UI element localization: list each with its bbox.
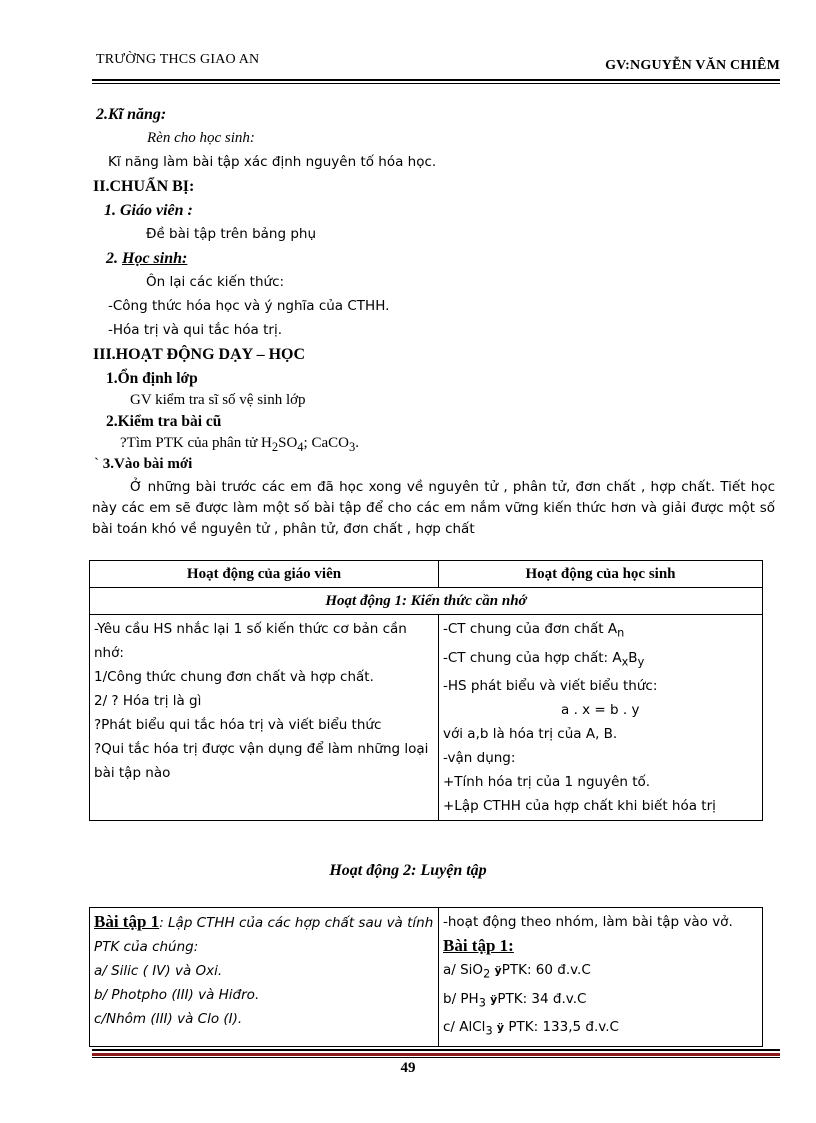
answer-heading: Bài tập 1: (443, 936, 514, 955)
s-line2: -CT chung của hợp chất: A (443, 649, 622, 666)
school-name: TRƯỜNG THCS GIAO AN (96, 52, 260, 67)
section3-heading: 3.Vào bài mới (102, 456, 193, 472)
s2-d: . (355, 435, 359, 451)
prep-student-intro: Ôn lại các kiến thức: (146, 274, 285, 290)
prep-student-item-2: -Hóa trị và qui tắc hóa trị. (108, 322, 282, 338)
section2-text (120, 435, 359, 455)
activity1-row (90, 588, 763, 615)
teacher-activities (90, 615, 439, 821)
exercise-label: Bài tập 1 (94, 912, 160, 931)
s2-sub3: 3 (348, 440, 356, 454)
header-rule-thin (92, 83, 780, 84)
exercise-item: b/ Photpho (III) và Hiđro. (94, 987, 260, 1003)
prep-teacher-text: Đề bài tập trên bảng phụ (146, 226, 317, 242)
prep-heading: II.CHUẨN BỊ: (93, 178, 195, 195)
section1-text: GV kiểm tra sĩ số vệ sinh lớp (130, 392, 306, 408)
skills-heading: 2.Kĩ năng: (96, 106, 167, 123)
activity-table (89, 560, 763, 821)
footer-rule (92, 1049, 780, 1051)
col-student-header: Hoạt động của học sinh (439, 561, 763, 588)
student-line: +Tính hóa trị của 1 nguyên tố. (443, 774, 651, 791)
exercise-prompt (90, 908, 439, 1047)
student-line: a . x = b . y (561, 702, 640, 719)
exercise-answers (439, 908, 763, 1047)
activity1-title: Hoạt động 1: Kiến thức cần nhớ (90, 588, 763, 615)
prep-teacher-heading: 1. Giáo viên : (104, 202, 193, 219)
exercise-table (89, 907, 763, 1047)
prep-student-num: 2. (106, 250, 118, 267)
answer-line (443, 987, 758, 1016)
s2-a: ?Tìm PTK của phân tử H (120, 435, 272, 451)
ans-b-sub: 3 (478, 996, 486, 1010)
student-line (443, 646, 758, 675)
skills-intro: Rèn cho học sinh: (147, 130, 255, 146)
s-line2-sub2: y (637, 655, 645, 669)
activities-heading: III.HOẠT ĐỘNG DẠY – HỌC (93, 346, 306, 363)
exercise-title (94, 910, 434, 959)
exercise-item: c/Nhôm (III) và Clo (I). (94, 1011, 243, 1027)
s-line1-sub: n (617, 626, 625, 640)
teacher-line: ?Phát biểu qui tắc hóa trị và viết biểu thức (94, 717, 382, 733)
s2-sub2: 4 (297, 440, 304, 454)
page-number: 49 (400, 1060, 416, 1076)
teacher-line: -Yêu cầu HS nhắc lại 1 số kiến thức cơ bản cần nhớ: (94, 621, 407, 661)
arrow-icon: ÿ (494, 964, 502, 977)
exercise-item: a/ Silic ( IV) và Oxi. (94, 963, 223, 979)
s2-c: ; CaCO (303, 435, 349, 451)
answer-line (443, 958, 758, 987)
skills-text: Kĩ năng làm bài tập xác định nguyên tố hóa học. (108, 154, 437, 170)
ans-c1: c/ AlCl (443, 1019, 486, 1036)
col-teacher-header: Hoạt động của giáo viên (90, 561, 439, 588)
header-rule (92, 79, 780, 81)
activity2-title: Hoạt động 2: Luyện tập (329, 862, 487, 879)
answer-intro: -hoạt động theo nhóm, làm bài tập vào vở. (443, 914, 733, 930)
s-line2-sub1: x (621, 655, 629, 669)
ans-a-sub: 2 (483, 967, 491, 981)
table-header-row (90, 561, 763, 588)
section2-heading: 2.Kiểm tra bài cũ (106, 413, 222, 430)
ans-b1: b/ PH (443, 990, 479, 1007)
s-line1: -CT chung của đơn chất A (443, 621, 618, 637)
s-line2-mid: B (628, 649, 638, 666)
section1-heading: 1.Ổn định lớp (106, 370, 198, 387)
s2-sub1: 2 (271, 440, 279, 454)
table-row (90, 908, 763, 1047)
section3-heading-line (94, 456, 192, 473)
ans-a1: a/ SiO (443, 962, 484, 978)
student-line (443, 617, 758, 646)
teacher-line: 1/Công thức chung đơn chất và hợp chất. (94, 669, 374, 685)
arrow-icon: ÿ (496, 1021, 505, 1035)
section3-paragraph: Ở những bài trước các em đã học xong về nguyên tử , phân tử, đơn chất , hợp chất. Tiết học này các em sẽ được làm một số bài tập để cho các em nắm vững kiến thức hơn và giải được một số bài toán khó về nguyên tử , phân tử, đơn chất , hợp chất (92, 479, 775, 537)
teacher-line: 2/ ? Hóa trị là gì (94, 693, 202, 709)
ans-b2: PTK: 34 đ.v.C (497, 990, 587, 1007)
prep-student-item-1: -Công thức hóa học và ý nghĩa của CTHH. (108, 298, 390, 314)
s3-prefix: ` (94, 456, 103, 472)
answer-line (443, 1015, 758, 1044)
teacher-name: GV:NGUYỄN VĂN CHIÊM (605, 58, 780, 73)
student-line: -HS phát biểu và viết biểu thức: (443, 678, 658, 695)
prep-student-heading (106, 250, 187, 268)
exercise-text: : Lập CTHH của các hợp chất sau và tính PTK của chúng: (94, 915, 434, 955)
student-activities (439, 615, 763, 821)
teacher-line: ?Qui tắc hóa trị được vận dụng để làm những loại bài tập nào (94, 741, 429, 781)
arrow-icon: ÿ (490, 992, 498, 1006)
ans-c2: PTK: 133,5 đ.v.C (504, 1019, 619, 1036)
table-row (90, 615, 763, 821)
prep-student-label: Học sinh: (122, 250, 188, 267)
student-line: -vận dụng: (443, 750, 516, 767)
ans-c-sub: 3 (485, 1025, 493, 1039)
footer-rule-colored (92, 1053, 780, 1056)
ans-a2: PTK: 60 đ.v.C (501, 962, 591, 978)
student-line: +Lập CTHH của hợp chất khi biết hóa trị (443, 798, 716, 815)
student-line: với a,b là hóa trị của A, B. (443, 726, 618, 743)
footer-rule-thin (92, 1057, 780, 1058)
s2-b: SO (278, 435, 298, 451)
